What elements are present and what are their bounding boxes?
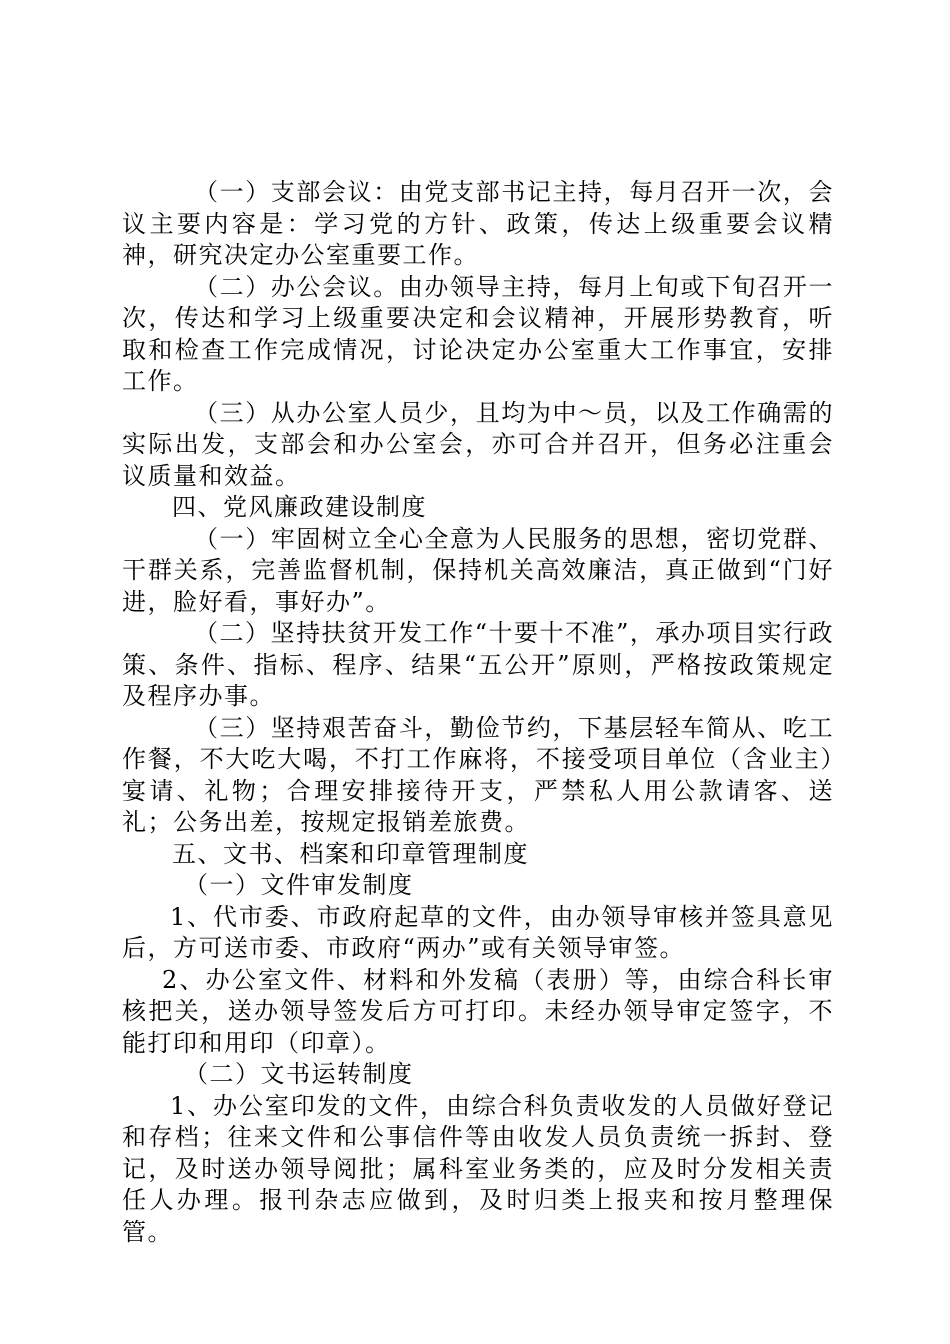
subheading-document-circulation: （二）文书运转制度 xyxy=(184,1060,414,1088)
paragraph-circulation: 1、办公室印发的文件，由综合科负责收发的人员做好登记和存档；往来文件和公事信件等由收发人员负责统一拆封、登记，及时送办领导阅批；属科室业务类的，应及时分发相关责任人办理。报刊杂志应做到，及时归类上报夹和按月整理保管。 xyxy=(122,1091,834,1246)
section-heading-documents: 五、文书、档案和印章管理制度 xyxy=(172,839,529,868)
paragraph-poverty-rules: （二）坚持扶贫开发工作“十要十不准”，承办项目实行政策、条件、指标、程序、结果“五公开”原则，严格按政策规定及程序办事。 xyxy=(122,619,834,710)
paragraph-office-documents: 2、办公室文件、材料和外发稿（表册）等，由综合科长审核把关，送办领导签发后方可打印。未经办领导审定签字，不能打印和用印（印章）。 xyxy=(122,965,834,1057)
paragraph-combined-meeting: （三）从办公室人员少，且均为中～员，以及工作确需的实际出发，支部会和办公室会，亦可合并召开，但务必注重会议质量和效益。 xyxy=(122,398,834,490)
paragraph-frugality: （三）坚持艰苦奋斗，勤俭节约，下基层轻车简从、吃工作餐，不大吃大喝，不打工作麻将，不接受项目单位（含业主）宴请、礼物；合理安排接待开支，严禁私人用公款请客、送礼；公务出差，按规定报销差旅费。 xyxy=(122,713,834,836)
paragraph-serve-people: （一）牢固树立全心全意为人民服务的思想，密切党群、干群关系，完善监督机制，保持机关高效廉洁，真正做到“门好进，脸好看，事好办”。 xyxy=(122,524,834,616)
document-body xyxy=(122,177,834,1248)
subheading-document-review: （一）文件审发制度 xyxy=(184,871,414,899)
paragraph-drafting: 1、代市委、市政府起草的文件，由办领导审核并签具意见后，方可送市委、市政府“两办”或有关领导审签。 xyxy=(122,902,834,962)
paragraph-branch-meeting: （一）支部会议：由党支部书记主持，每月召开一次，会议主要内容是：学习党的方针、政策，传达上级重要会议精神，研究决定办公室重要工作。 xyxy=(122,178,834,269)
section-heading-integrity: 四、党风廉政建设制度 xyxy=(172,493,427,521)
paragraph-office-meeting: （二）办公会议。由办领导主持，每月上旬或下旬召开一次，传达和学习上级重要决定和会议精神，开展形势教育，听取和检查工作完成情况，讨论决定办公室重大工作事宜，安排工作。 xyxy=(122,272,834,395)
